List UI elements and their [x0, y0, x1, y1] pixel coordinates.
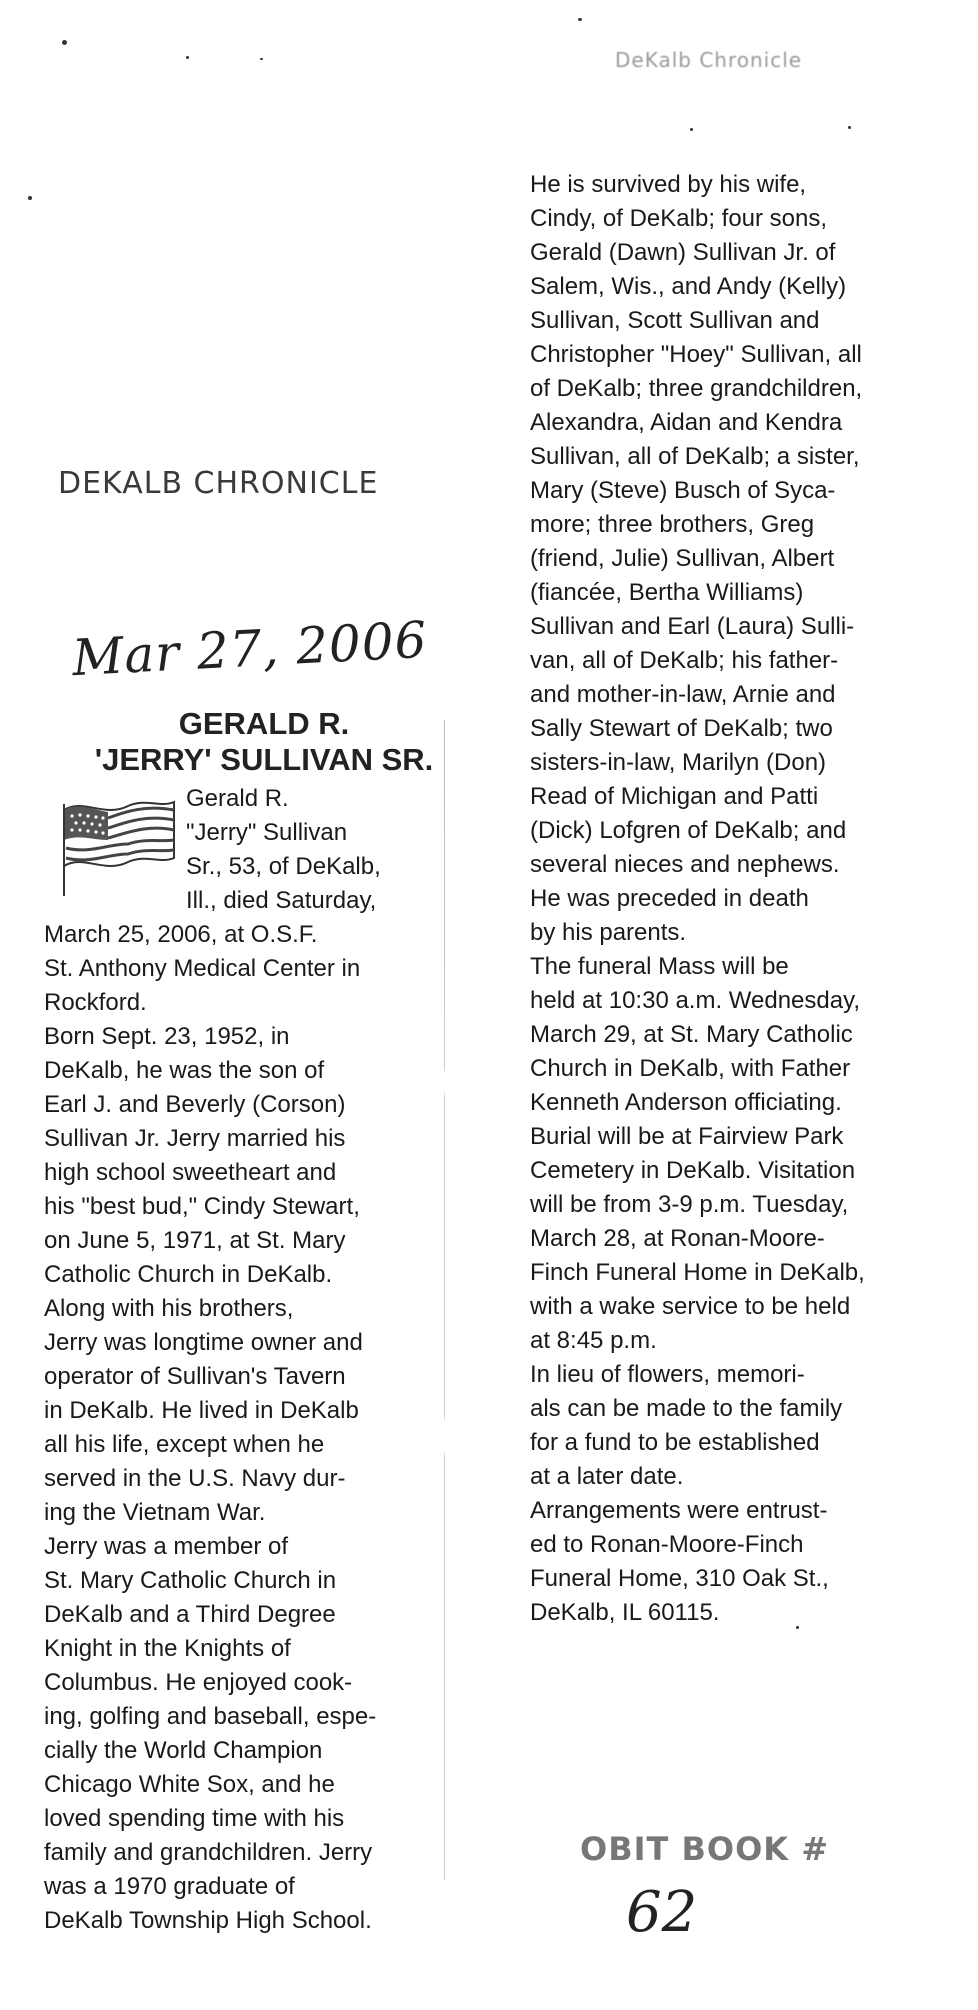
handwritten-date: Mar 27, 2006 — [70, 610, 429, 688]
scan-speck — [578, 18, 582, 21]
scan-speck — [848, 126, 851, 129]
paragraph-arrangements: Arrangements were entrust- ed to Ronan-Moore-Finch Funeral Home, 310 Oak St., DeKalb, IL 60115. — [530, 1497, 829, 1626]
paragraph-memorials: In lieu of flowers, memori- als can be made to the family for a fund to be established at a later date. — [530, 1361, 843, 1490]
header-fragment: DeKalb Chronicle — [615, 48, 803, 72]
paragraph-death-place: March 25, 2006, at O.S.F. St. Anthony Medical Center in Rockford. — [44, 921, 361, 1016]
obituary-intro-lines — [186, 782, 446, 918]
paragraph-interests: Jerry was a member of St. Mary Catholic Church in DeKalb and a Third Degree Knight in the Knights of Columbus. He enjoyed cook- ing, golfing and baseball, espe- cially the World Champion Chicago White Sox, and he loved spending time with his family and grandchildren. Jerry was a 1970 graduate of DeKalb Township High School. — [44, 1533, 377, 1934]
left-column — [44, 918, 464, 1938]
newspaper-source: DEKALB CHRONICLE — [58, 466, 379, 501]
scan-speck — [186, 56, 189, 59]
obit-book-stamp: OBIT BOOK # — [580, 1830, 830, 1868]
paragraph-preceded: He was preceded in death by his parents. — [530, 885, 809, 946]
scan-speck — [260, 58, 263, 60]
paragraph-career: Along with his brothers, Jerry was longtime owner and operator of Sullivan's Tavern in DeKalb. He lived in DeKalb all his life, except when he served in the U.S. Navy dur- ing the Vietnam War. — [44, 1295, 363, 1526]
scan-speck — [28, 196, 32, 200]
paragraph-survivors: He is survived by his wife, Cindy, of DeKalb; four sons, Gerald (Dawn) Sullivan Jr. of Salem, Wis., and Andy (Kelly) Sullivan, Scott Sullivan and Christopher "Hoey" Sullivan, all of DeKalb; three grandchildren, Alexandra, Aidan and Kendra Sullivan, all of DeKalb; a sister, Mary (Steve) Busch of Syca- more; three brothers, Greg (friend, Julie) Sullivan, Albert (fiancée, Bertha Williams) Sullivan and Earl (Laura) Sulli- van, all of DeKalb; his father- and mother-in-law, Arnie and Sally Stewart of DeKalb; two sisters-in-law, Marilyn (Don) Read of Michigan and Patti (Dick) Lofgren of DeKalb; and several nieces and nephews. — [530, 171, 863, 878]
scan-speck — [690, 128, 693, 131]
right-column — [530, 168, 930, 1630]
american-flag-icon — [50, 788, 180, 898]
intro-text: Gerald R. "Jerry" Sullivan Sr., 53, of DeKalb, Ill., died Saturday, — [186, 785, 381, 914]
obituary-headline — [40, 706, 488, 778]
paragraph-funeral: The funeral Mass will be held at 10:30 a.m. Wednesday, March 29, at St. Mary Catholic Church in DeKalb, with Father Kenneth Anderson officiating. Burial will be at Fairview Park Cemetery in DeKalb. Visitation will be from 3-9 p.m. Tuesday, March 28, at Ronan-Moore- Finch Funeral Home in DeKalb, with a wake service to be held at 8:45 p.m. — [530, 953, 865, 1354]
headline-line-2: 'JERRY' SULLIVAN SR. — [94, 742, 434, 777]
obit-book-number: 62 — [626, 1880, 698, 1945]
headline-line-1: GERALD R. — [178, 706, 350, 741]
paragraph-birth: Born Sept. 23, 1952, in DeKalb, he was the son of Earl J. and Beverly (Corson) Sullivan Jr. Jerry married his high school sweetheart and his "best bud," Cindy Stewart, on June 5, 1971, at St. Mary Catholic Church in DeKalb. — [44, 1023, 360, 1288]
scan-speck — [62, 40, 67, 45]
